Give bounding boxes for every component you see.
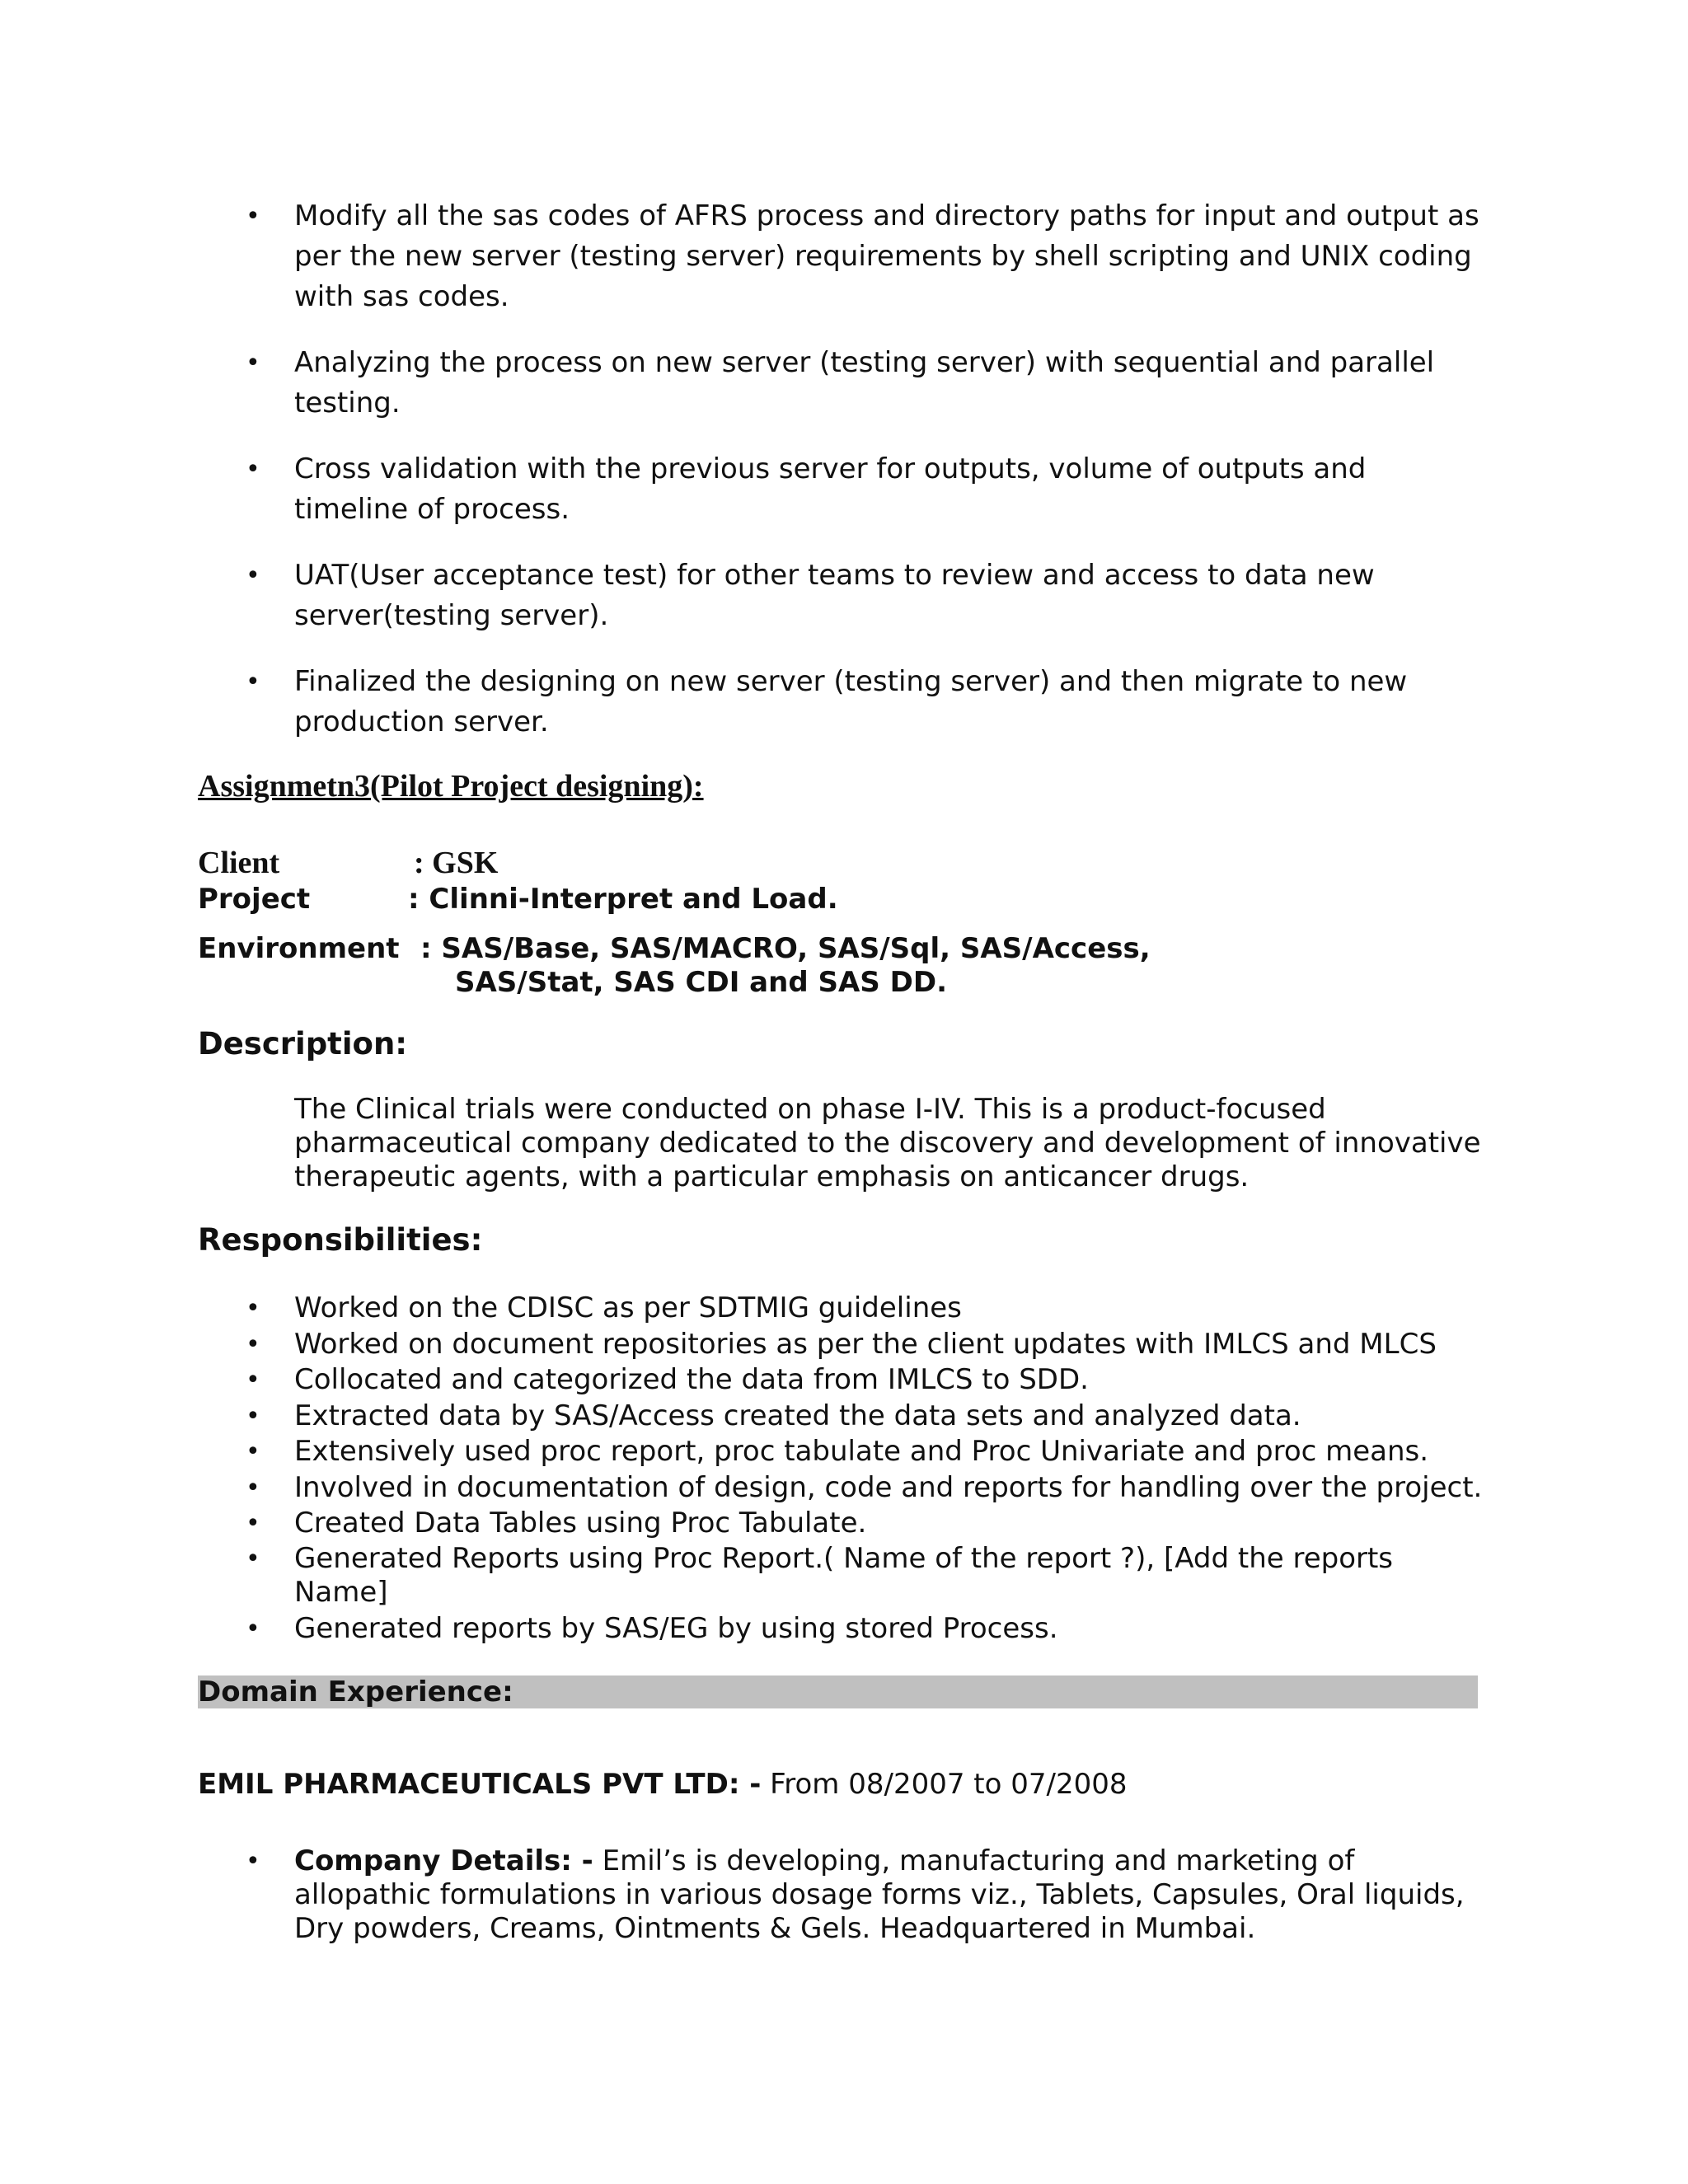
- list-item: • Finalized the designing on new server (testing server) and then migrate to new production server.: [198, 662, 1484, 743]
- list-item: • Cross validation with the previous server for outputs, volume of outputs and timeline of process.: [198, 449, 1484, 530]
- list-item: • Worked on the CDISC as per SDTMIG guidelines: [198, 1291, 1484, 1327]
- environment-value-line2: SAS/Stat, SAS CDI and SAS DD.: [455, 966, 947, 999]
- bullet-icon: •: [246, 1401, 260, 1431]
- list-item: • Collocated and categorized the data from IMLCS to SDD.: [198, 1362, 1484, 1399]
- company-period: From 08/2007 to 07/2008: [761, 1768, 1128, 1801]
- responsibilities-list: [198, 1291, 1484, 1647]
- bullet-icon: •: [246, 561, 260, 590]
- bullet-icon: •: [246, 1366, 260, 1394]
- bullet-icon: •: [246, 1473, 260, 1502]
- bullet-icon: •: [246, 455, 260, 484]
- list-item: • Generated Reports using Proc Report.( Name of the report ?), [Add the reports Name]: [246, 1541, 1394, 1609]
- bullet-icon: •: [246, 1614, 260, 1643]
- company-name: EMIL PHARMACEUTICALS PVT LTD: -: [198, 1768, 762, 1801]
- company-details-list: [198, 1844, 1484, 1946]
- project-value: : Clinni-Interpret and Load.: [408, 883, 838, 916]
- list-item: • Created Data Tables using Proc Tabulate.: [198, 1506, 1484, 1542]
- migration-tasks-list: [198, 196, 1484, 768]
- bullet-icon: •: [246, 1294, 260, 1323]
- bullet-icon: •: [246, 1509, 260, 1538]
- environment-label: Environment: [198, 932, 400, 965]
- bullet-icon: •: [246, 1437, 260, 1466]
- description-heading: Description:: [198, 1026, 408, 1062]
- bullet-icon: •: [246, 349, 260, 377]
- list-item: • Extensively used proc report, proc tabulate and Proc Univariate and proc means.: [198, 1434, 1484, 1470]
- client-value: : GSK: [414, 846, 499, 880]
- project-label: Project: [198, 883, 311, 916]
- bullet-icon: •: [246, 668, 260, 696]
- bullet-icon: •: [246, 1329, 260, 1359]
- list-item: [198, 1844, 1484, 1946]
- assignment-heading: Assignmetn3(Pilot Project designing):: [198, 769, 704, 804]
- company-line: [198, 1768, 1127, 1801]
- company-details-label: Company Details: -: [294, 1844, 593, 1877]
- responsibilities-heading: Responsibilities:: [198, 1222, 483, 1258]
- domain-experience-heading: Domain Experience:: [198, 1675, 513, 1708]
- list-item: • Analyzing the process on new server (testing server) with sequential and parallel testing.: [198, 343, 1484, 424]
- bullet-icon: •: [246, 1847, 260, 1876]
- domain-experience-bar: [198, 1675, 1478, 1708]
- bullet-icon: •: [246, 1544, 260, 1573]
- company-details-text: Emil’s is developing, manufacturing and marketing of allopathic formulations in various dosage forms viz., Tablets, Capsules, Oral liquids, Dry powders, Creams, Ointments & Gels. Headquartered in Mumbai.: [294, 1844, 1465, 1945]
- environment-value: : SAS/Base, SAS/MACRO, SAS/Sql, SAS/Access,: [420, 932, 1151, 965]
- description-text: The Clinical trials were conducted on phase I-IV. This is a product-focused pharmaceutical company dedicated to the discovery and development of innovative therapeutic agents, with a particular emphasis on anticancer drugs.: [294, 1093, 1481, 1193]
- list-item: • Generated reports by SAS/EG by using stored Process.: [198, 1611, 1484, 1647]
- list-item: • Extracted data by SAS/Access created the data sets and analyzed data.: [198, 1399, 1484, 1435]
- client-label: Client: [198, 846, 280, 880]
- list-item: • UAT(User acceptance test) for other teams to review and access to data new server(testing server).: [198, 555, 1484, 636]
- list-item: • Worked on document repositories as per the client updates with IMLCS and MLCS: [198, 1327, 1484, 1363]
- list-item: • Modify all the sas codes of AFRS process and directory paths for input and output as per the new server (testing server) requirements by shell scripting and UNIX coding with sas codes.: [198, 196, 1484, 317]
- bullet-icon: •: [246, 202, 260, 231]
- list-item: • Involved in documentation of design, code and reports for handling over the project.: [198, 1470, 1484, 1507]
